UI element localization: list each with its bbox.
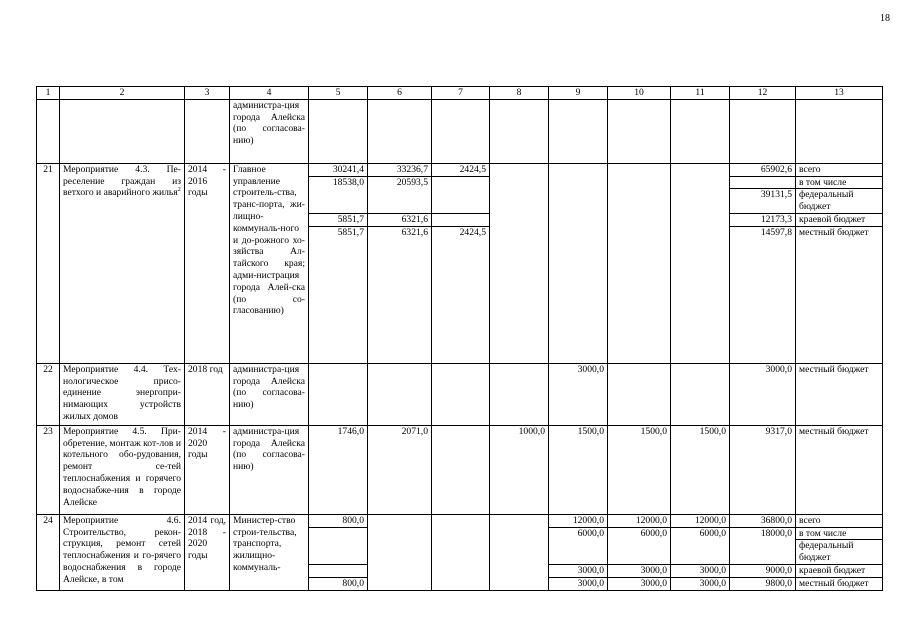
executor-cell: администра-ция города Алейска (по согласова-нию) xyxy=(230,363,309,425)
column-header: 1 xyxy=(37,87,60,100)
cell xyxy=(368,99,432,163)
funding-source: краевой бюджет xyxy=(796,213,883,226)
row-number: 24 xyxy=(37,514,60,590)
value-cell: 6000,0 xyxy=(608,527,671,564)
program-activities-table xyxy=(36,86,883,591)
value-cell: 6321,6 xyxy=(368,213,432,226)
funding-source: местный бюджет xyxy=(796,577,883,590)
value-cell xyxy=(368,514,432,590)
row-number: 23 xyxy=(37,425,60,514)
value-cell xyxy=(608,163,671,363)
funding-source: всего xyxy=(796,514,883,527)
value-cell xyxy=(671,363,730,425)
period-cell: 2014 - 2020 годы xyxy=(185,425,230,514)
value-cell: 3000,0 xyxy=(549,577,608,590)
executor-cell: администра-ция города Алейска (по согласова-нию) xyxy=(230,425,309,514)
funding-source: всего xyxy=(796,163,883,176)
funding-source: местный бюджет xyxy=(796,363,883,425)
value-cell: 2071,0 xyxy=(368,425,432,514)
column-header: 9 xyxy=(549,87,608,100)
total-cell: 9317,0 xyxy=(730,425,796,514)
value-cell: 33236,7 xyxy=(368,163,432,176)
value-cell xyxy=(490,363,549,425)
total-cell: 39131,5 xyxy=(730,189,796,214)
row-number: 21 xyxy=(37,163,60,363)
value-cell xyxy=(432,514,490,590)
column-header: 5 xyxy=(309,87,368,100)
executor-cell: администра-ция города Алейска (по согласова-нию) xyxy=(230,99,309,163)
value-cell: 1500,0 xyxy=(671,425,730,514)
column-header: 12 xyxy=(730,87,796,100)
column-header: 8 xyxy=(490,87,549,100)
table-row-continuation xyxy=(37,99,883,163)
value-cell: 3000,0 xyxy=(608,564,671,577)
table-row xyxy=(37,425,883,514)
value-cell xyxy=(432,363,490,425)
column-header: 11 xyxy=(671,87,730,100)
value-cell: 2424,5 xyxy=(432,163,490,176)
value-cell: 20593,5 xyxy=(368,176,432,213)
column-header: 7 xyxy=(432,87,490,100)
funding-source: федеральный бюджет xyxy=(796,189,883,214)
row-number: 22 xyxy=(37,363,60,425)
cell xyxy=(309,99,368,163)
column-header-row xyxy=(37,87,883,100)
funding-source: местный бюджет xyxy=(796,226,883,363)
value-cell: 12000,0 xyxy=(549,514,608,527)
cell xyxy=(37,99,60,163)
total-cell: 14597,8 xyxy=(730,226,796,363)
cell xyxy=(490,99,549,163)
column-header: 3 xyxy=(185,87,230,100)
value-cell xyxy=(608,363,671,425)
value-cell: 12000,0 xyxy=(671,514,730,527)
total-cell: 36800,0 xyxy=(730,514,796,527)
value-cell: 5851,7 xyxy=(309,226,368,363)
executor-cell: Главное управление строитель-ства, транс-порта, жи-лищно-коммуналь-ного и до-рожного хо-зяйства Ал-тайского края; адми-нистрация города Алей-ска (по со-гласованию) xyxy=(230,163,309,363)
footnote-mark: 2 xyxy=(177,187,181,194)
value-cell xyxy=(432,425,490,514)
cell xyxy=(671,99,730,163)
column-header: 6 xyxy=(368,87,432,100)
cell xyxy=(608,99,671,163)
value-cell: 3000,0 xyxy=(671,577,730,590)
value-cell: 30241,4 xyxy=(309,163,368,176)
cell xyxy=(60,99,185,163)
value-cell: 800,0 xyxy=(309,514,368,527)
value-cell: 800,0 xyxy=(309,577,368,590)
value-cell xyxy=(309,564,368,577)
value-cell: 12000,0 xyxy=(608,514,671,527)
value-cell: 1746,0 xyxy=(309,425,368,514)
cell xyxy=(549,99,608,163)
activity-name: Мероприятие 4.5. При-обретение, монтаж кот-лов и котельного обо-рудования, ремонт се-тей теплоснабжения и горячего водоснабже-ния в городе Алейске xyxy=(60,425,185,514)
value-cell xyxy=(432,176,490,213)
funding-source: местный бюджет xyxy=(796,425,883,514)
funding-source: краевой бюджет xyxy=(796,564,883,577)
value-cell: 1000,0 xyxy=(490,425,549,514)
total-cell: 9000,0 xyxy=(730,564,796,577)
value-cell: 6321,6 xyxy=(368,226,432,363)
funding-source: в том числе xyxy=(796,176,883,189)
value-cell xyxy=(490,163,549,363)
value-cell: 1500,0 xyxy=(549,425,608,514)
column-header: 4 xyxy=(230,87,309,100)
cell xyxy=(796,99,883,163)
cell xyxy=(185,99,230,163)
total-cell: 9800,0 xyxy=(730,577,796,590)
value-cell: 3000,0 xyxy=(549,564,608,577)
value-cell: 3000,0 xyxy=(671,564,730,577)
value-cell xyxy=(671,163,730,363)
total-cell: 12173,3 xyxy=(730,213,796,226)
table-row xyxy=(37,514,883,527)
value-cell xyxy=(309,363,368,425)
value-cell: 2424,5 xyxy=(432,226,490,363)
value-cell: 1500,0 xyxy=(608,425,671,514)
value-cell xyxy=(368,363,432,425)
column-header: 10 xyxy=(608,87,671,100)
total-cell xyxy=(730,176,796,189)
activity-name: Мероприятие 4.6. Строительство, рекон-струкция, ремонт сетей теплоснабжения и го-рячего водоснабжения в городе Алейске, в том xyxy=(60,514,185,590)
table-row xyxy=(37,163,883,176)
column-header: 2 xyxy=(60,87,185,100)
total-cell: 18000,0 xyxy=(730,527,796,564)
total-cell: 65902,6 xyxy=(730,163,796,176)
cell xyxy=(432,99,490,163)
value-cell xyxy=(309,527,368,564)
value-cell: 6000,0 xyxy=(671,527,730,564)
period-cell: 2014 - 2016 годы xyxy=(185,163,230,363)
funding-source: федеральный бюджет xyxy=(796,540,883,565)
value-cell xyxy=(432,213,490,226)
column-header: 13 xyxy=(796,87,883,100)
table-row xyxy=(37,363,883,425)
page-number: 18 xyxy=(880,13,890,24)
value-cell xyxy=(549,163,608,363)
activity-name: Мероприятие 4.4. Тех-нологическое присо-единение энергопри-нимающих устройств жилых домов xyxy=(60,363,185,425)
value-cell: 5851,7 xyxy=(309,213,368,226)
executor-cell: Министер-ство строи-тельства, транспорта, жилищно-коммуналь- xyxy=(230,514,309,590)
period-cell: 2014 год, 2018 - 2020 годы xyxy=(185,514,230,590)
value-cell xyxy=(490,514,549,590)
cell xyxy=(730,99,796,163)
activity-name: Мероприятие 4.3. Пе-реселение граждан из ветхого и аварийного жилья$^2$ xyxy=(60,163,185,363)
funding-source: в том числе xyxy=(796,527,883,540)
period-cell: 2018 год xyxy=(185,363,230,425)
value-cell: 6000,0 xyxy=(549,527,608,564)
total-cell: 3000,0 xyxy=(730,363,796,425)
value-cell: 3000,0 xyxy=(608,577,671,590)
value-cell: 3000,0 xyxy=(549,363,608,425)
value-cell: 18538,0 xyxy=(309,176,368,213)
